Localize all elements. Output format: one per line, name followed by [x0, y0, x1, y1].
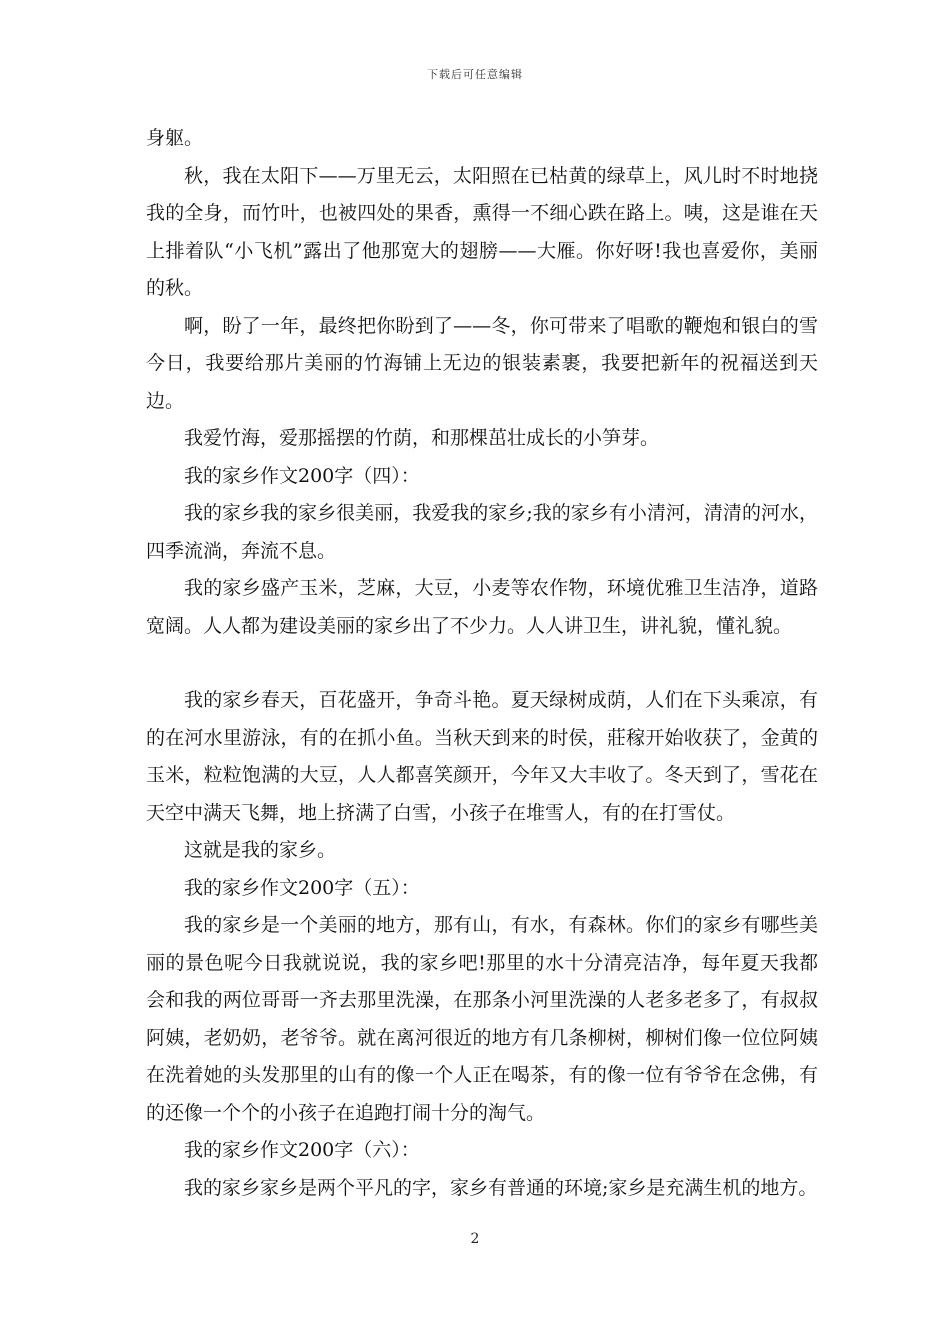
paragraph: 啊，盼了一年，最终把你盼到了——冬，你可带来了唱歌的鞭炮和银白的雪今日，我要给那片美丽的竹海铺上无边的银装素裹，我要把新年的祝福送到天边。 [146, 314, 818, 412]
paragraph: 我的家乡我的家乡很美丽，我爱我的家乡;我的家乡有小清河，清清的河水，四季流淌，奔流不息。 [146, 502, 818, 562]
paragraph: 身躯。 [146, 127, 204, 149]
page-header: 下载后可任意编辑 [427, 68, 523, 81]
paragraph: 我的家乡是一个美丽的地方，那有山，有水，有森林。你们的家乡有哪些美丽的景色呢今日我就说说，我的家乡吧!那里的水十分清亮洁净，每年夏天我都会和我的两位哥哥一齐去那里洗澡，在那条小河里洗澡的人老多老多了，有叔叔阿姨，老奶奶，老爷爷。就在离河很近的地方有几条柳树，柳树们像一位位阿姨在洗着她的头发那里的山有的像一个人正在喝茶，有的像一位有爷爷在念佛，有的还像一个个的小孩子在追跑打闹十分的淘气。 [146, 914, 818, 1124]
blank-line [146, 645, 818, 682]
paragraph: 我爱竹海，爱那摇摆的竹荫，和那棵茁壮成长的小笋芽。 [184, 427, 660, 449]
page-number: 2 [470, 1231, 480, 1247]
paragraph: 秋，我在太阳下——万里无云，太阳照在已枯黄的绿草上，风儿时不时地挠我的全身，而竹叶，也被四处的果香，熏得一不细心跌在路上。咦，这是谁在天上排着队“小飞机”露出了他那宽大的翅膀——大雁。你好呀!我也喜爱你，美丽的秋。 [146, 164, 818, 299]
section-heading: 我的家乡作文200字（四）： [184, 464, 420, 487]
document-body [146, 120, 818, 1207]
section-heading: 我的家乡作文200字（五）： [184, 876, 420, 899]
paragraph: 我的家乡家乡是两个平凡的字，家乡有普通的环境;家乡是充满生机的地方。 [184, 1176, 818, 1199]
paragraph: 我的家乡盛产玉米，芝麻，大豆，小麦等农作物，环境优雅卫生洁净，道路宽阔。人人都为建设美丽的家乡出了不少力。人人讲卫生，讲礼貌，懂礼貌。 [146, 577, 818, 637]
section-heading: 我的家乡作文200字（六）： [184, 1139, 420, 1161]
paragraph: 我的家乡春天，百花盛开，争奇斗艳。夏天绿树成荫，人们在下头乘凉，有的在河水里游泳，有的在抓小鱼。当秋天到来的时侯，莊稼开始收获了，金黄的玉米，粒粒饱满的大豆，人人都喜笑颜开，今年又大丰收了。冬天到了，雪花在天空中满天飞舞，地上挤满了白雪，小孩子在堆雪人，有的在打雪仗。 [146, 689, 818, 824]
paragraph: 这就是我的家乡。 [184, 839, 337, 861]
